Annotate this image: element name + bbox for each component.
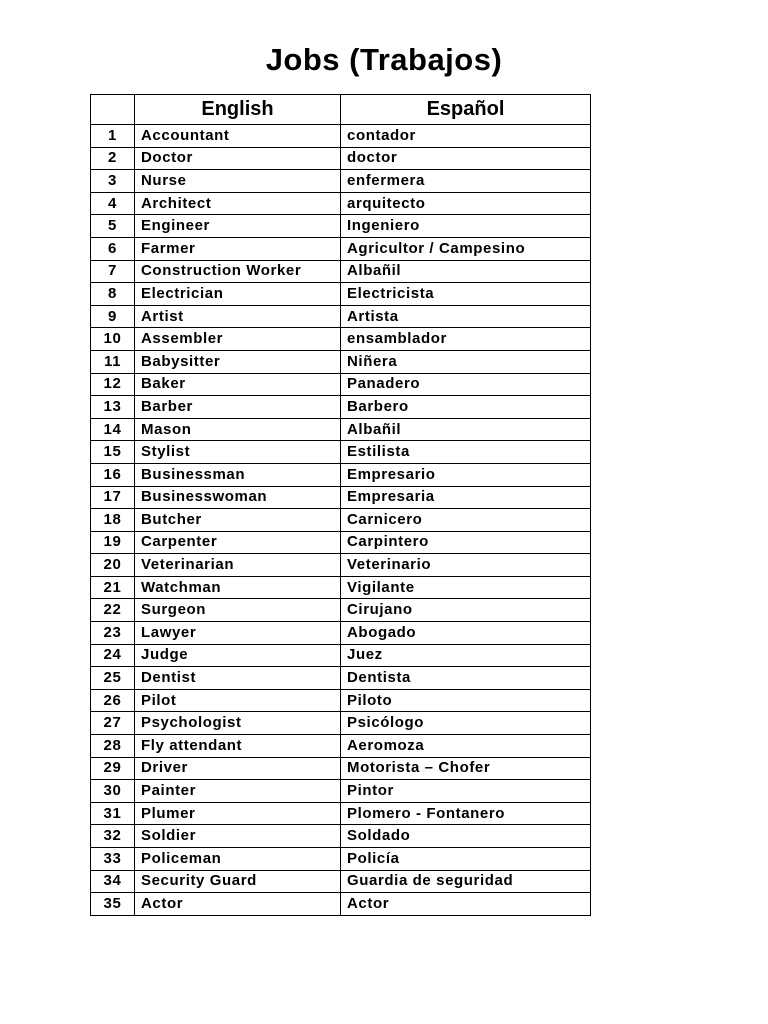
- spanish-term: Juez: [341, 644, 591, 667]
- english-term: Veterinarian: [135, 554, 341, 577]
- spanish-term: Cirujano: [341, 599, 591, 622]
- row-number: 3: [91, 170, 135, 193]
- table-row: [91, 147, 591, 170]
- page-title: Jobs (Trabajos): [265, 42, 503, 77]
- english-term: Construction Worker: [135, 260, 341, 283]
- english-term: Surgeon: [135, 599, 341, 622]
- table-row: [91, 848, 591, 871]
- spanish-term: arquitecto: [341, 192, 591, 215]
- table-row: [91, 305, 591, 328]
- english-term: Artist: [135, 305, 341, 328]
- table-row: [91, 486, 591, 509]
- spanish-term: Guardia de seguridad: [341, 870, 591, 893]
- table-row: [91, 667, 591, 690]
- spanish-term: Vigilante: [341, 576, 591, 599]
- english-term: Assembler: [135, 328, 341, 351]
- row-number: 16: [91, 463, 135, 486]
- row-number: 4: [91, 192, 135, 215]
- table-row: [91, 893, 591, 916]
- english-term: Electrician: [135, 283, 341, 306]
- row-number: 8: [91, 283, 135, 306]
- table-row: [91, 509, 591, 532]
- english-term: Dentist: [135, 667, 341, 690]
- spanish-term: Pintor: [341, 780, 591, 803]
- table-row: [91, 350, 591, 373]
- row-number: 17: [91, 486, 135, 509]
- spanish-term: ensamblador: [341, 328, 591, 351]
- row-number: 19: [91, 531, 135, 554]
- table-row: [91, 192, 591, 215]
- english-term: Soldier: [135, 825, 341, 848]
- english-term: Actor: [135, 893, 341, 916]
- row-number: 9: [91, 305, 135, 328]
- table-row: [91, 825, 591, 848]
- table-row: [91, 802, 591, 825]
- spanish-term: enfermera: [341, 170, 591, 193]
- row-number: 10: [91, 328, 135, 351]
- table-row: [91, 260, 591, 283]
- table-row: [91, 170, 591, 193]
- table-row: [91, 418, 591, 441]
- spanish-term: Veterinario: [341, 554, 591, 577]
- spanish-term: Empresaria: [341, 486, 591, 509]
- english-term: Security Guard: [135, 870, 341, 893]
- row-number: 20: [91, 554, 135, 577]
- row-number: 22: [91, 599, 135, 622]
- row-number: 29: [91, 757, 135, 780]
- row-number: 31: [91, 802, 135, 825]
- table-row: [91, 735, 591, 758]
- spanish-term: Actor: [341, 893, 591, 916]
- table-row: [91, 712, 591, 735]
- english-term: Architect: [135, 192, 341, 215]
- table-row: [91, 757, 591, 780]
- row-number: 18: [91, 509, 135, 532]
- table-row: [91, 125, 591, 148]
- row-number: 28: [91, 735, 135, 758]
- row-number: 2: [91, 147, 135, 170]
- row-number: 23: [91, 622, 135, 645]
- row-number: 5: [91, 215, 135, 238]
- table-row: [91, 644, 591, 667]
- table-row: [91, 396, 591, 419]
- spanish-term: Abogado: [341, 622, 591, 645]
- table-row: [91, 622, 591, 645]
- spanish-term: Soldado: [341, 825, 591, 848]
- english-term: Painter: [135, 780, 341, 803]
- table-row: [91, 780, 591, 803]
- table-body: [91, 125, 591, 916]
- english-term: Watchman: [135, 576, 341, 599]
- english-term: Engineer: [135, 215, 341, 238]
- spanish-term: Motorista – Chofer: [341, 757, 591, 780]
- row-number: 27: [91, 712, 135, 735]
- table-row: [91, 554, 591, 577]
- english-term: Driver: [135, 757, 341, 780]
- spanish-term: Empresario: [341, 463, 591, 486]
- english-term: Businesswoman: [135, 486, 341, 509]
- row-number: 21: [91, 576, 135, 599]
- english-term: Butcher: [135, 509, 341, 532]
- spanish-term: Plomero - Fontanero: [341, 802, 591, 825]
- table-row: [91, 599, 591, 622]
- jobs-vocabulary-table: [90, 94, 591, 916]
- spanish-term: Ingeniero: [341, 215, 591, 238]
- row-number: 35: [91, 893, 135, 916]
- row-number: 24: [91, 644, 135, 667]
- english-term: Nurse: [135, 170, 341, 193]
- table-row: [91, 463, 591, 486]
- spanish-term: Dentista: [341, 667, 591, 690]
- spanish-term: Carnicero: [341, 509, 591, 532]
- english-term: Baker: [135, 373, 341, 396]
- spanish-term: Piloto: [341, 689, 591, 712]
- row-number: 13: [91, 396, 135, 419]
- spanish-term: Aeromoza: [341, 735, 591, 758]
- row-number: 34: [91, 870, 135, 893]
- table-row: [91, 373, 591, 396]
- header-number: [91, 95, 135, 125]
- spanish-term: contador: [341, 125, 591, 148]
- row-number: 7: [91, 260, 135, 283]
- spanish-term: Carpintero: [341, 531, 591, 554]
- spanish-term: Psicólogo: [341, 712, 591, 735]
- header-row: [91, 95, 591, 125]
- header-english: English: [135, 95, 341, 125]
- table-row: [91, 531, 591, 554]
- row-number: 30: [91, 780, 135, 803]
- row-number: 12: [91, 373, 135, 396]
- english-term: Fly attendant: [135, 735, 341, 758]
- english-term: Pilot: [135, 689, 341, 712]
- table-row: [91, 215, 591, 238]
- spanish-term: Niñera: [341, 350, 591, 373]
- english-term: Plumer: [135, 802, 341, 825]
- row-number: 15: [91, 441, 135, 464]
- english-term: Judge: [135, 644, 341, 667]
- english-term: Carpenter: [135, 531, 341, 554]
- english-term: Doctor: [135, 147, 341, 170]
- table-row: [91, 283, 591, 306]
- english-term: Psychologist: [135, 712, 341, 735]
- spanish-term: Albañil: [341, 418, 591, 441]
- spanish-term: Barbero: [341, 396, 591, 419]
- row-number: 6: [91, 237, 135, 260]
- spanish-term: Panadero: [341, 373, 591, 396]
- english-term: Farmer: [135, 237, 341, 260]
- spanish-term: Estilista: [341, 441, 591, 464]
- table-row: [91, 237, 591, 260]
- row-number: 32: [91, 825, 135, 848]
- english-term: Lawyer: [135, 622, 341, 645]
- english-term: Policeman: [135, 848, 341, 871]
- table-row: [91, 576, 591, 599]
- english-term: Stylist: [135, 441, 341, 464]
- row-number: 1: [91, 125, 135, 148]
- table-header: [91, 95, 591, 125]
- row-number: 25: [91, 667, 135, 690]
- header-spanish: Español: [341, 95, 591, 125]
- spanish-term: Artista: [341, 305, 591, 328]
- spanish-term: doctor: [341, 147, 591, 170]
- row-number: 14: [91, 418, 135, 441]
- spanish-term: Electricista: [341, 283, 591, 306]
- row-number: 26: [91, 689, 135, 712]
- english-term: Accountant: [135, 125, 341, 148]
- spanish-term: Albañil: [341, 260, 591, 283]
- table-row: [91, 441, 591, 464]
- english-term: Babysitter: [135, 350, 341, 373]
- english-term: Mason: [135, 418, 341, 441]
- table-row: [91, 689, 591, 712]
- spanish-term: Agricultor / Campesino: [341, 237, 591, 260]
- table-row: [91, 328, 591, 351]
- spanish-term: Policía: [341, 848, 591, 871]
- english-term: Barber: [135, 396, 341, 419]
- row-number: 33: [91, 848, 135, 871]
- row-number: 11: [91, 350, 135, 373]
- table-row: [91, 870, 591, 893]
- english-term: Businessman: [135, 463, 341, 486]
